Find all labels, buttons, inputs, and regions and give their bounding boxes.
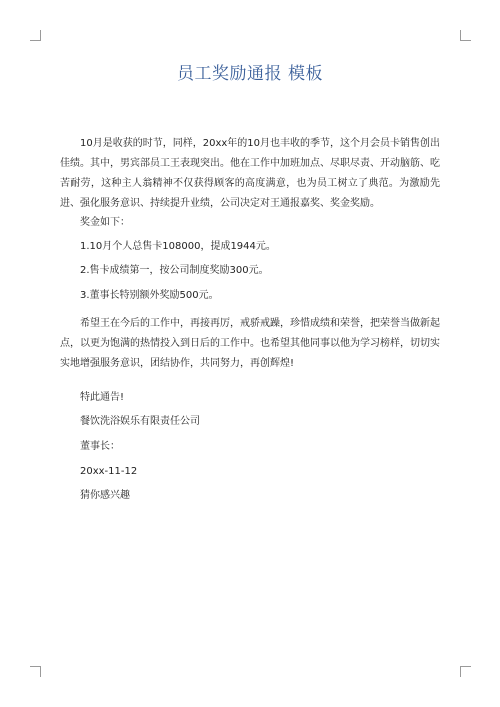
bonus-item-1: 1.10月个人总售卡108000，提成1944元。 xyxy=(80,241,276,252)
bonus-item-3: 3.董事长特别额外奖励500元。 xyxy=(80,290,219,301)
company-name: 餐饮洗浴娱乐有限责任公司 xyxy=(80,416,200,427)
footer-note: 猜你感兴趣 xyxy=(80,490,130,501)
bonus-heading: 奖金如下： xyxy=(80,217,130,228)
signer-label: 董事长： xyxy=(80,441,120,452)
page-corner-mark-bottom-right xyxy=(460,666,471,677)
document-title: 员工奖励通报 模板 xyxy=(177,64,323,84)
intro-paragraph: 10月是收获的时节，同样，20xx年的10月也丰收的季节，这个月会员卡销售创出佳绩。其中，男宾部员工王表现突出。他在工作中加班加点、尽职尽责、开动脑筋、吃苦耐劳，这种主人翁精神不仅获得顾客的高度满意，也为员工树立了典范。为激励先进、强化服务意识、持续提升业绩，公司决定对王通报嘉奖、奖金奖励。 xyxy=(60,138,441,209)
page-corner-mark-top-left xyxy=(30,30,41,41)
bonus-item-2: 2.售卡成绩第一，按公司制度奖励300元。 xyxy=(80,265,269,276)
page-corner-mark-top-right xyxy=(460,30,471,41)
page-corner-mark-bottom-left xyxy=(30,666,41,677)
hope-paragraph: 希望王在今后的工作中，再接再厉，戒骄戒躁，珍惜成绩和荣誉，把荣誉当做新起点，以更为饱满的热情投入到日后的工作中。也希望其他同事以他为学习榜样，切切实实地增强服务意识，团结协作，共同努力，再创辉煌! xyxy=(60,318,440,369)
document-date: 20xx-11-12 xyxy=(80,466,138,477)
notice-line: 特此通告! xyxy=(80,392,125,403)
